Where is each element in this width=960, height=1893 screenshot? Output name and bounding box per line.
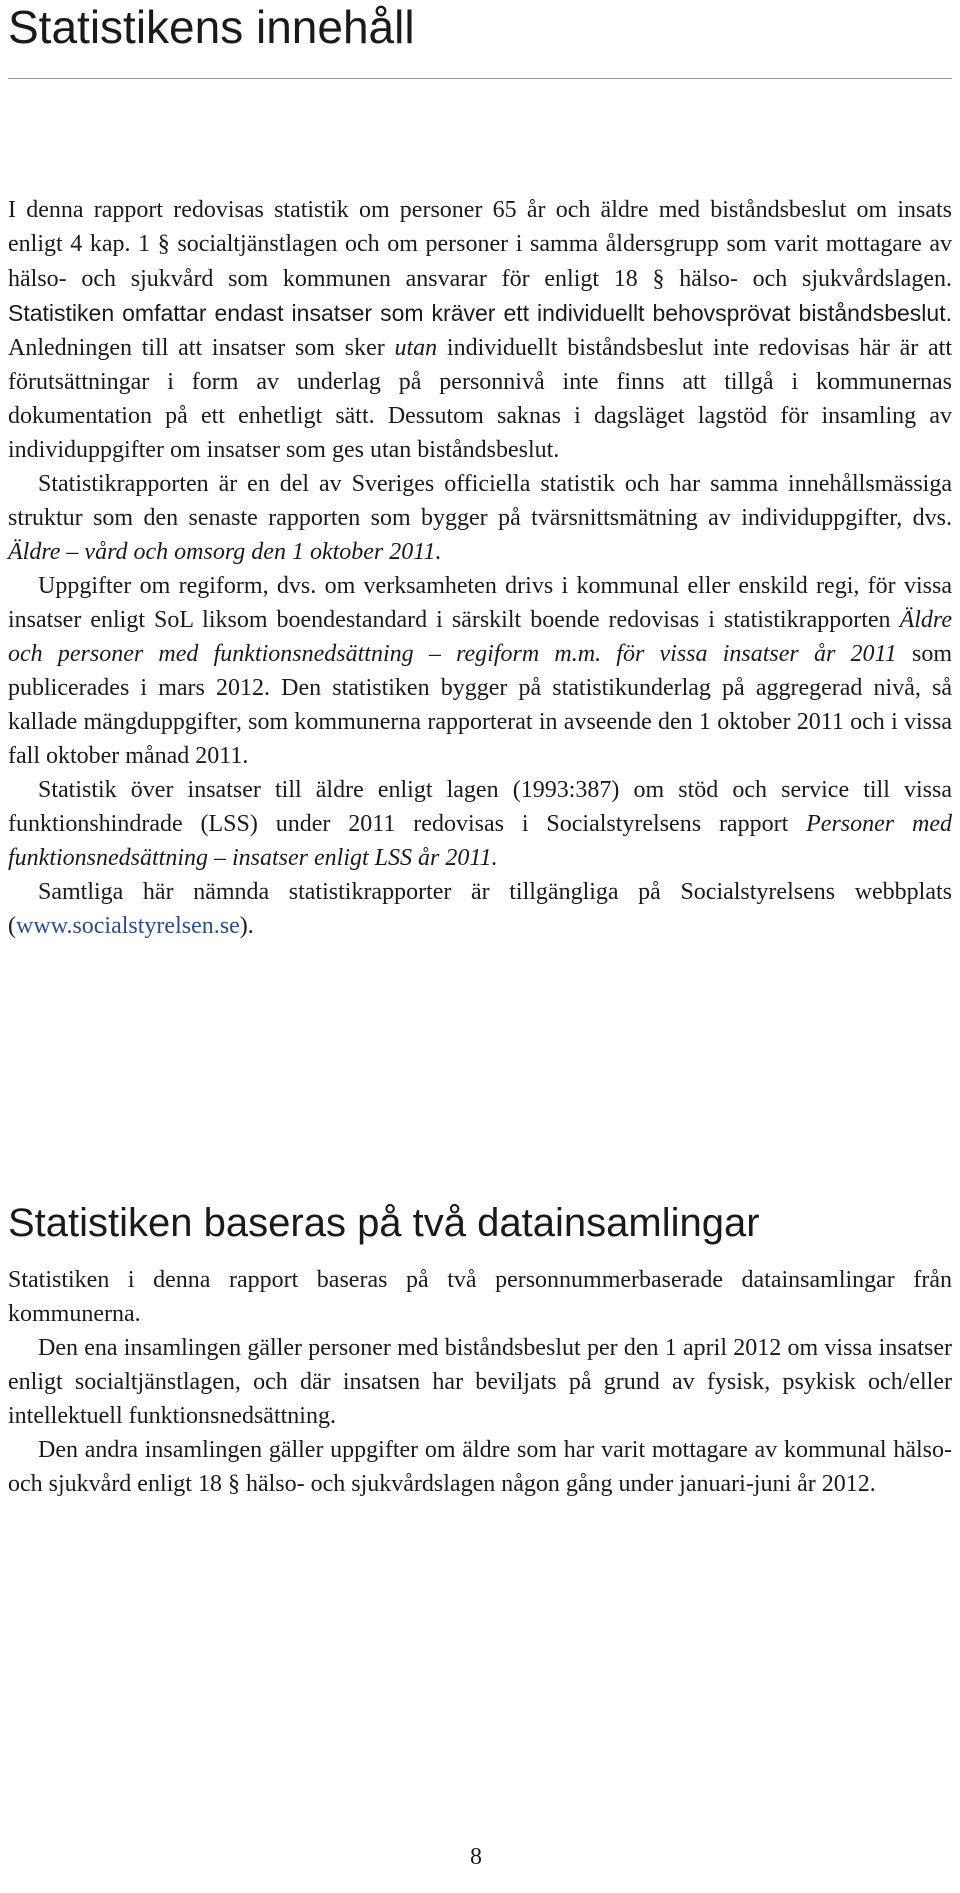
- report-title-regiform: Äldre och personer med funktionsnedsättning – regiform m.m. för vissa insatser år 2011: [8, 607, 952, 667]
- paragraph-lss-text: Statistik över insatser till äldre enligt lagen (1993:387) om stöd och service till vissa funktionshindrade (LSS) under 2011 redovisas i Socialstyrelsens rapport: [8, 777, 952, 837]
- section-heading-datainsamlingar: Statistiken baseras på två datainsamlingar: [8, 1201, 760, 1245]
- page-number: 8: [470, 1844, 482, 1870]
- paragraph-availability: [8, 875, 952, 943]
- paragraph-regiform-text: Uppgifter om regiform, dvs. om verksamheten drivs i kommunal eller enskild regi, för vissa insatser enligt SoL liksom boendestandard i särskilt boende redovisas i statistikrapporten: [8, 573, 952, 633]
- title-divider: [8, 78, 952, 79]
- paragraph-data-sources: Statistiken i denna rapport baseras på två personnummerbaserade datainsamlingar från kommunerna.: [8, 1267, 952, 1327]
- paragraph-official-statistics-text: Statistikrapporten är en del av Sveriges officiella statistik och har samma innehållsmässiga struktur som den senaste rapporten som bygger på tvärsnittsmätning av individuppgifter, dvs.: [8, 471, 952, 531]
- paragraph-availability-end: ).: [239, 913, 254, 939]
- paragraph-scope-text: I denna rapport redovisas statistik om personer 65 år och äldre med biståndsbeslut om insats enligt 4 kap. 1 § socialtjänstlagen och om personer i samma åldersgrupp som varit mottagare av hälso- och sjukvård som kommunen ansvarar för enligt 18 § hälso- och sjukvårdslagen.: [8, 197, 952, 292]
- page-title: Statistikens innehåll: [8, 1, 415, 53]
- paragraph-lss: [8, 773, 952, 875]
- paragraph-scope-emphasis: utan: [394, 335, 438, 361]
- report-title-lss: Personer med funktionsnedsättning – insatser enligt LSS år 2011.: [8, 811, 953, 871]
- paragraph-regiform: [8, 569, 952, 773]
- paragraph-scope-reason-rest: individuellt biståndsbeslut inte redovisas här är att förutsättningar i form av underlag på personnivå inte finns att tillgå i kommunernas dokumentation på ett enhetligt sätt. Dessutom saknas i dagsläget lagstöd för insamling av individuppgifter om insatser som ges utan biståndsbeslut.: [8, 335, 952, 463]
- section-intro: [8, 193, 952, 943]
- section-datainsamlingar: [8, 1263, 952, 1501]
- paragraph-scope-reason-text: Anledningen till att insatser som sker: [8, 335, 395, 361]
- paragraph-first-collection: Den ena insamlingen gäller personer med biståndsbeslut per den 1 april 2012 om vissa insatser enligt socialtjänstlagen, och där insatsen har beviljats på grund av fysisk, psykisk och/eller intellektuell funktionsnedsättning.: [8, 1335, 952, 1429]
- paragraph-regiform-rest: som publicerades i mars 2012. Den statistiken bygger på statistikunderlag på aggregerad nivå, så kallade mängduppgifter, som kommunerna rapporterat in avseende den 1 oktober 2011 och i vissa fall oktober månad 2011.: [8, 641, 952, 769]
- paragraph-scope: [8, 193, 952, 467]
- paragraph-official-statistics: [8, 467, 952, 569]
- paragraph-availability-text: Samtliga här nämnda statistikrapporter är tillgängliga på Socialstyrelsens webbplats (: [8, 879, 952, 939]
- paragraph-scope-sans-text: Statistiken omfattar endast insatser som kräver ett individuellt behovsprövat biståndsbeslut.: [8, 300, 952, 326]
- paragraph-second-collection: Den andra insamlingen gäller uppgifter om äldre som har varit mottagare av kommunal hälso- och sjukvård enligt 18 § hälso- och sjukvårdslagen någon gång under januari-juni år 2012.: [8, 1437, 952, 1497]
- report-title-aldre-vard: Äldre – vård och omsorg den 1 oktober 2011.: [8, 539, 442, 565]
- socialstyrelsen-link[interactable]: www.socialstyrelsen.se: [16, 913, 240, 939]
